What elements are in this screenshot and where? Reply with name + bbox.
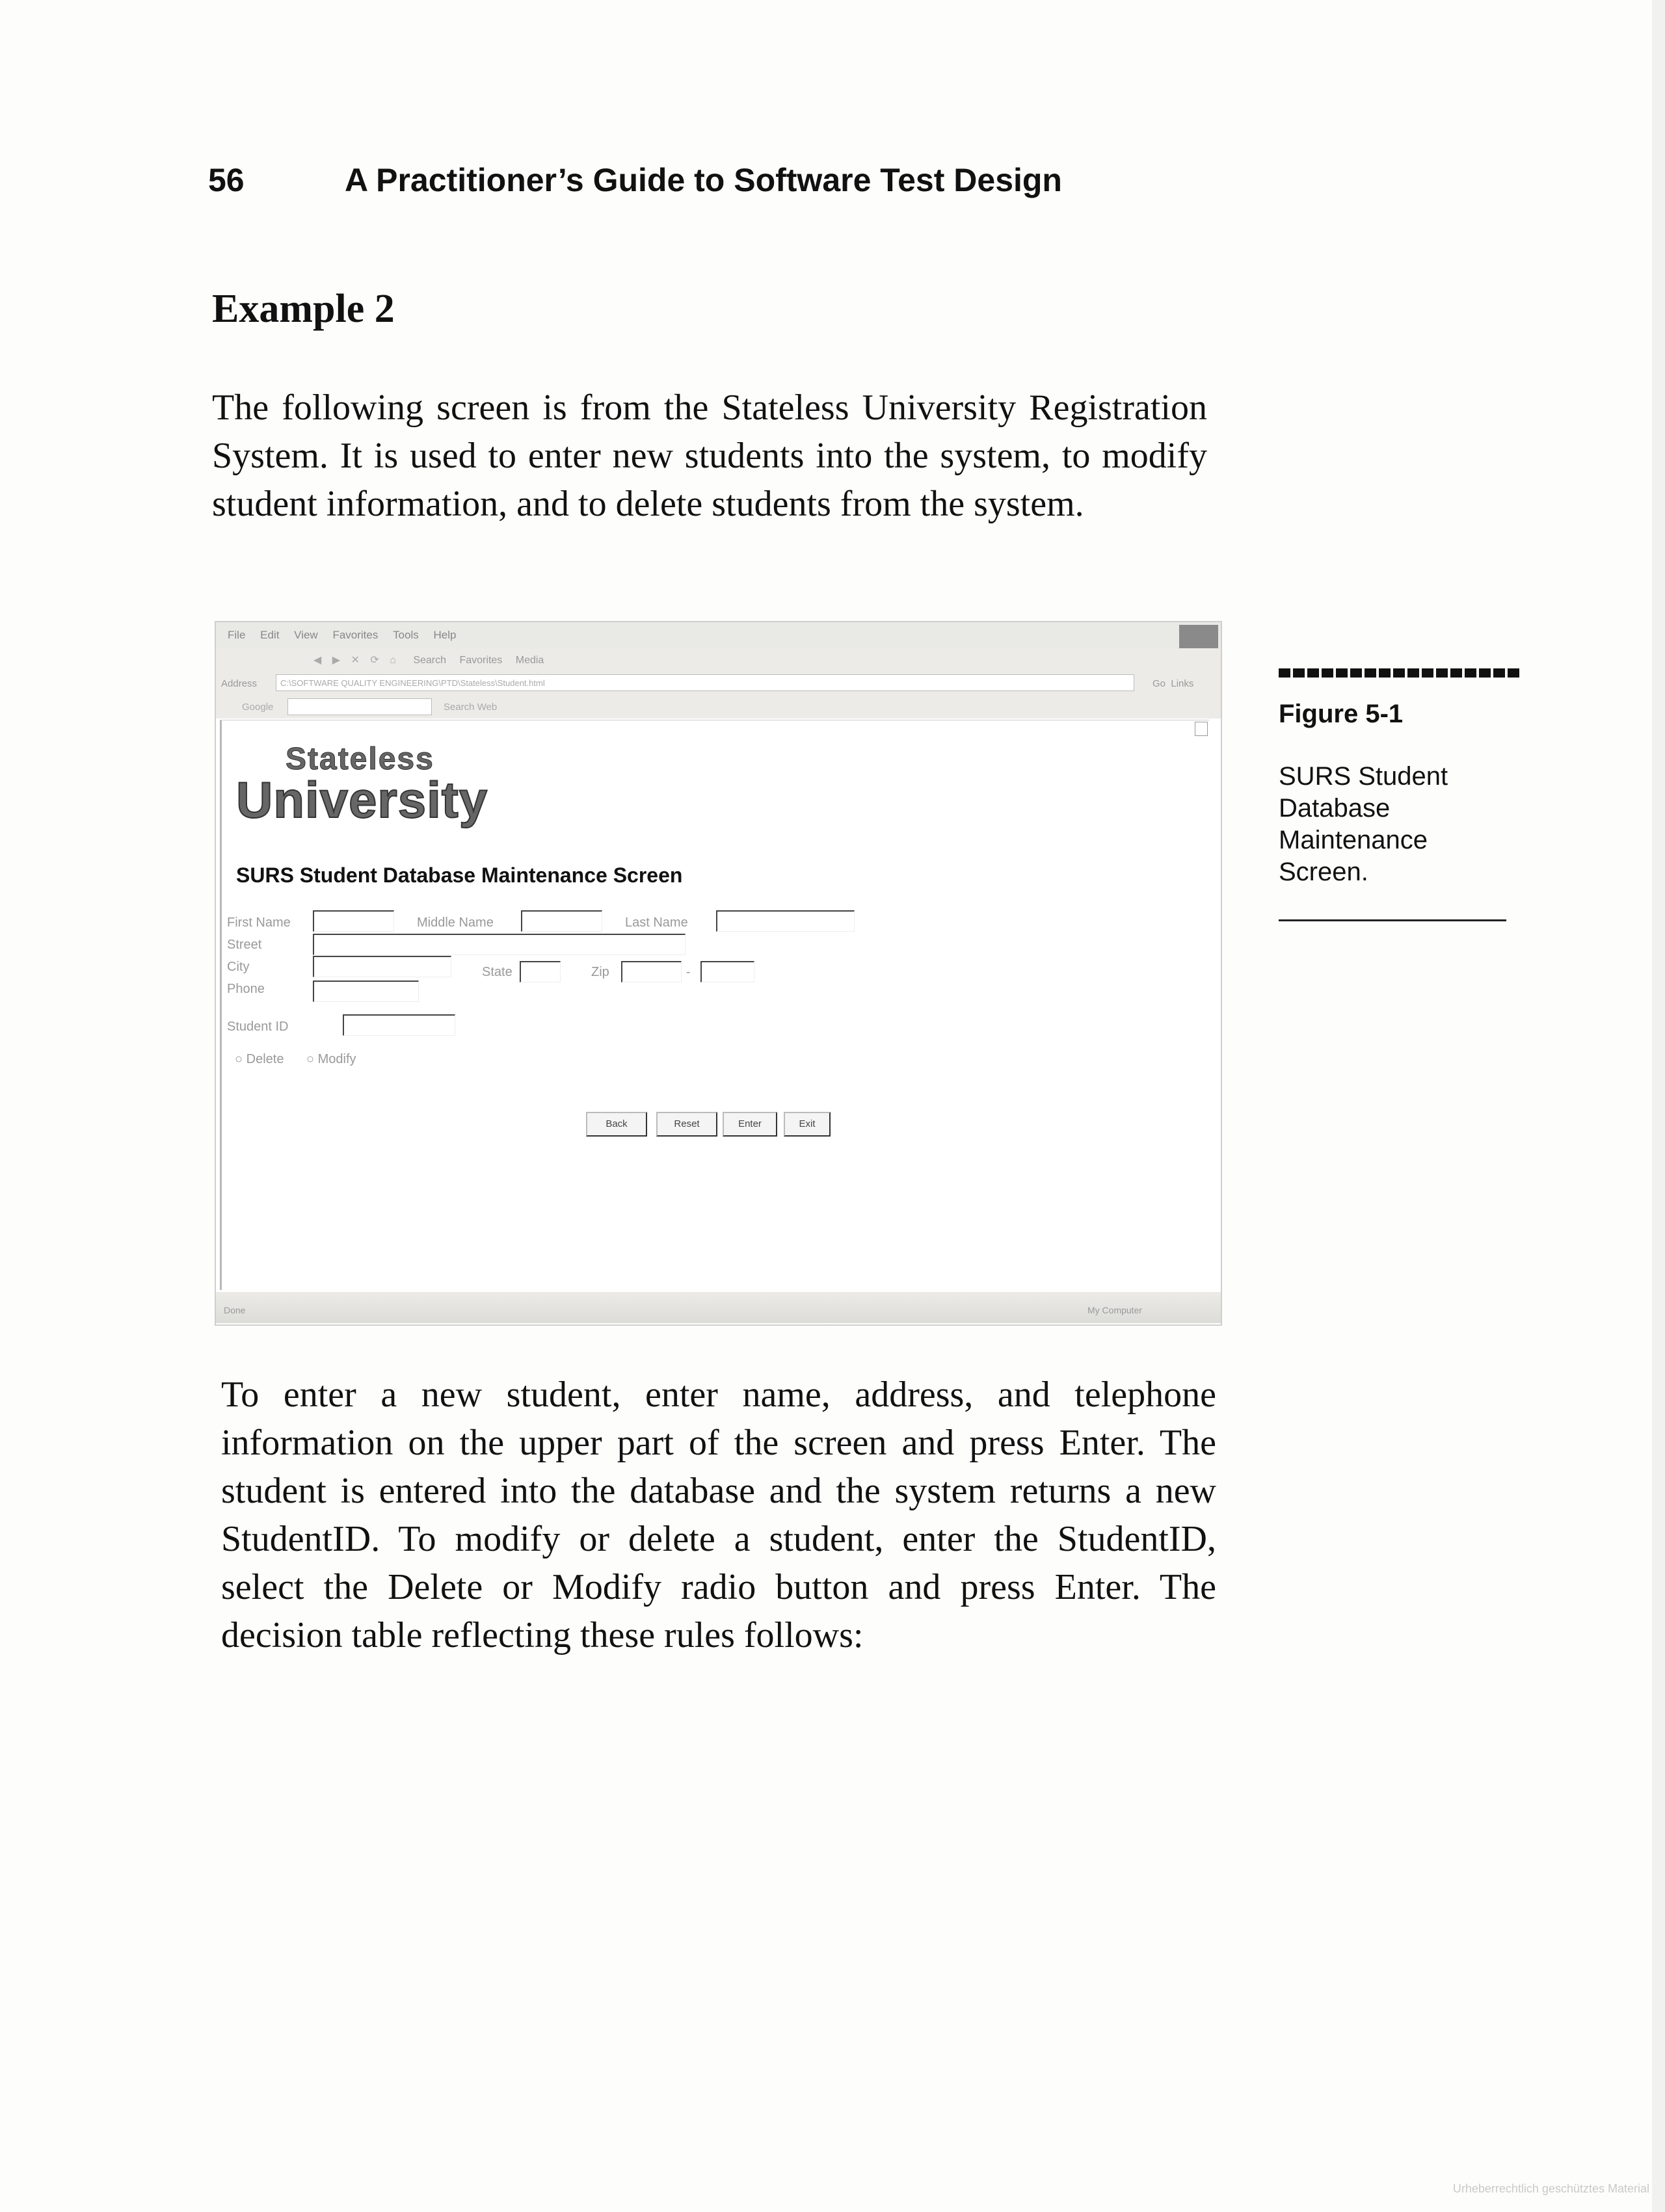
back-button[interactable]: Back bbox=[586, 1112, 647, 1137]
address-bar bbox=[216, 672, 1221, 695]
middle-name-label: Middle Name bbox=[417, 915, 494, 930]
screen-title: SURS Student Database Maintenance Screen bbox=[236, 863, 683, 887]
menu-tools[interactable]: Tools bbox=[393, 629, 419, 641]
menu-edit[interactable]: Edit bbox=[260, 629, 280, 641]
page-edge bbox=[1652, 0, 1665, 2212]
links-label[interactable]: Links bbox=[1171, 678, 1194, 689]
menu-file[interactable]: File bbox=[228, 629, 246, 641]
exit-button[interactable]: Exit bbox=[784, 1112, 831, 1137]
zip-label: Zip bbox=[591, 965, 609, 979]
watermark: Urheberrechtlich geschütztes Material bbox=[1452, 2182, 1649, 2195]
intro-paragraph: The following screen is from the Stateless University Registration System. It is used to enter new students into the system, to modify student information, and to delete students from the system. bbox=[212, 388, 1207, 524]
student-id-input[interactable] bbox=[343, 1014, 455, 1036]
zip-input[interactable] bbox=[621, 961, 682, 982]
street-label: Street bbox=[227, 938, 262, 952]
toolbar-media[interactable]: Media bbox=[515, 655, 544, 666]
modify-radio-label: Modify bbox=[317, 1052, 356, 1066]
address-label: Address bbox=[221, 678, 258, 689]
status-zone: My Computer bbox=[1087, 1305, 1143, 1315]
modify-radio[interactable]: ○ Modify bbox=[306, 1052, 356, 1066]
google-label: Google bbox=[242, 702, 274, 713]
menu-favorites[interactable]: Favorites bbox=[332, 629, 379, 641]
university-logo bbox=[236, 741, 488, 828]
city-input[interactable] bbox=[313, 956, 451, 977]
last-name-input[interactable] bbox=[716, 910, 855, 932]
page-content bbox=[220, 720, 1209, 1290]
google-search-input[interactable] bbox=[287, 698, 432, 715]
page-number: 56 bbox=[208, 162, 245, 198]
go-label: Go bbox=[1152, 678, 1166, 689]
logo-line1: Stateless bbox=[286, 742, 434, 776]
running-header bbox=[208, 161, 1062, 199]
browser-toolbar bbox=[216, 648, 1221, 672]
nav-icons[interactable]: ◀ ▶ ✕ ⟳ ⌂ bbox=[313, 655, 400, 666]
logo-line2: University bbox=[236, 771, 488, 828]
screenshot-figure bbox=[215, 621, 1222, 1326]
delete-radio-label: Delete bbox=[246, 1052, 284, 1066]
figure-rule bbox=[1279, 668, 1519, 678]
city-label: City bbox=[227, 960, 250, 974]
address-input[interactable]: C:\SOFTWARE QUALITY ENGINEERING\PTD\Stateless\Student.html bbox=[276, 674, 1134, 691]
google-toolbar bbox=[216, 695, 1221, 718]
zip-dash: - bbox=[686, 965, 691, 979]
delete-radio[interactable]: ○ Delete bbox=[235, 1052, 284, 1066]
figure-label: Figure 5-1 bbox=[1279, 700, 1404, 728]
body-paragraph: To enter a new student, enter name, address, and telephone information on the upper part of the screen and press Enter. The student is entered into the database and the system returns a new StudentID. To modify or delete a student, enter the StudentID, select the Delete or Modify radio button and press Enter. The decision table reflecting these rules follows: bbox=[221, 1375, 1216, 1655]
phone-input[interactable] bbox=[313, 981, 419, 1002]
figure-caption: SURS Student Database Maintenance Screen. bbox=[1279, 762, 1448, 886]
search-web-button[interactable]: Search Web bbox=[444, 702, 498, 713]
menu-view[interactable]: View bbox=[294, 629, 318, 641]
toolbar-search[interactable]: Search bbox=[413, 655, 447, 666]
street-input[interactable] bbox=[313, 934, 686, 955]
browser-menubar bbox=[216, 622, 1221, 648]
enter-button[interactable]: Enter bbox=[723, 1112, 777, 1137]
status-bar bbox=[216, 1292, 1221, 1323]
go-button[interactable] bbox=[1152, 678, 1193, 689]
section-title: Example 2 bbox=[212, 287, 395, 331]
middle-name-input[interactable] bbox=[521, 910, 602, 932]
figure-bottom-rule bbox=[1279, 919, 1506, 921]
student-id-label: Student ID bbox=[227, 1020, 289, 1034]
first-name-input[interactable] bbox=[313, 910, 394, 932]
zip-ext-input[interactable] bbox=[700, 961, 754, 982]
phone-label: Phone bbox=[227, 982, 265, 996]
state-label: State bbox=[482, 965, 513, 979]
first-name-label: First Name bbox=[227, 915, 291, 930]
menu-help[interactable]: Help bbox=[433, 629, 457, 641]
toolbar-favorites[interactable]: Favorites bbox=[459, 655, 503, 666]
scroll-icon bbox=[1195, 722, 1208, 736]
state-input[interactable] bbox=[520, 961, 561, 982]
status-done: Done bbox=[224, 1305, 246, 1315]
reset-button[interactable]: Reset bbox=[656, 1112, 717, 1137]
windows-logo-icon bbox=[1179, 625, 1218, 648]
last-name-label: Last Name bbox=[625, 915, 688, 930]
book-title: A Practitioner’s Guide to Software Test Design bbox=[345, 162, 1062, 198]
